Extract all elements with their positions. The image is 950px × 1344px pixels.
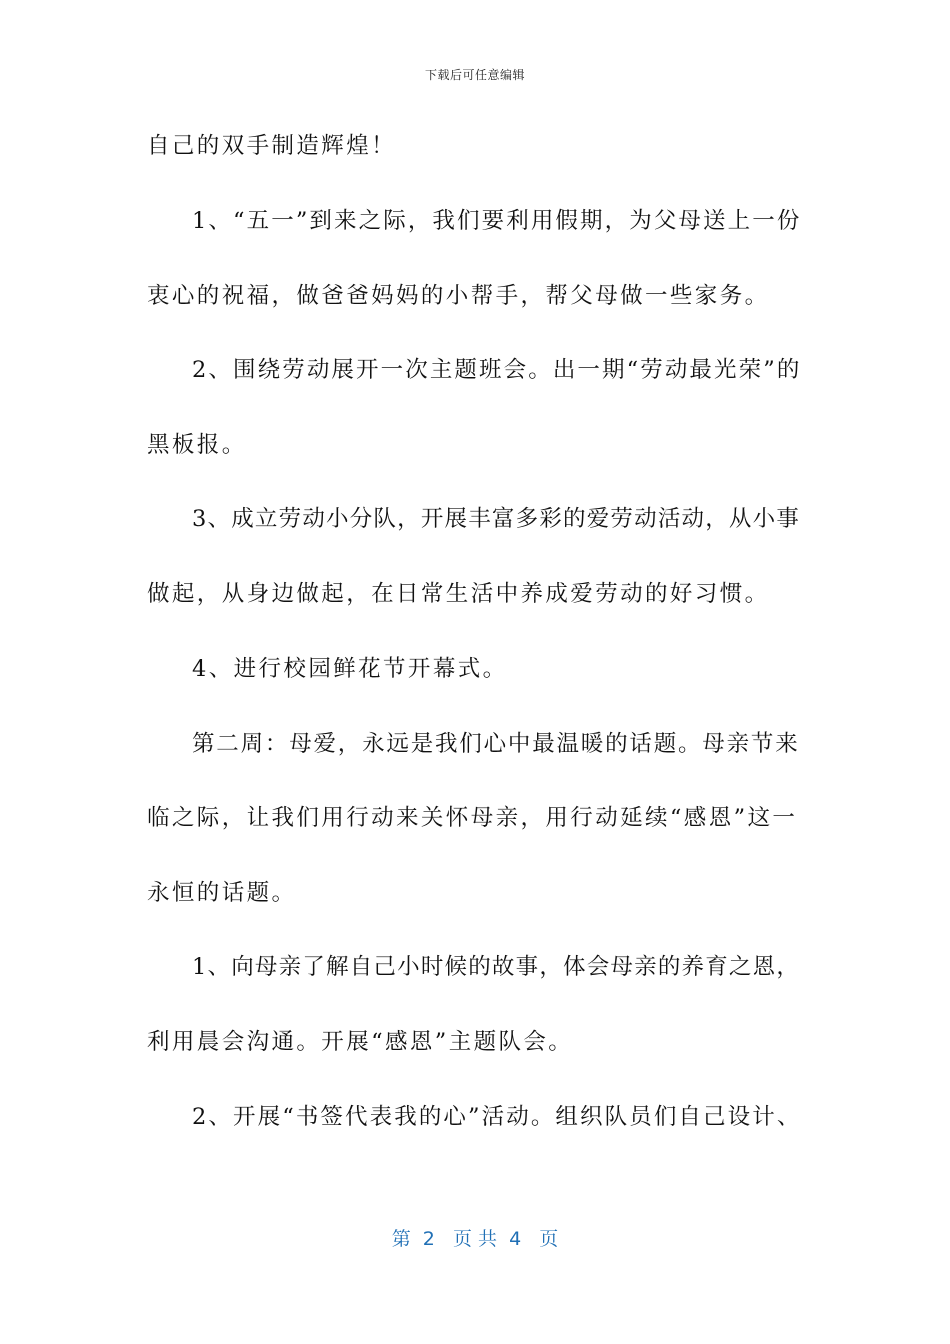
body-line: 2、开展“书签代表我的心”活动。组织队员们自己设计、 [192, 1104, 802, 1130]
body-line: 临之际，让我们用行动来关怀母亲，用行动延续“感恩”这一 [147, 805, 798, 831]
body-line: 1、向母亲了解自己小时候的故事，体会母亲的养育之恩， [192, 954, 801, 980]
body-line: 4、进行校园鲜花节开幕式。 [192, 656, 508, 682]
body-line: 第二周：母爱，永远是我们心中最温暖的话题。母亲节来 [192, 731, 800, 757]
body-line: 3、成立劳动小分队，开展丰富多彩的爱劳动活动，从小事 [192, 506, 801, 532]
body-line: 永恒的话题。 [147, 880, 297, 906]
body-line: 1、“五一”到来之际，我们要利用假期，为父母送上一份 [192, 208, 802, 234]
body-line: 自己的双手制造辉煌！ [147, 133, 397, 159]
body-line: 利用晨会沟通。开展“感恩”主题队会。 [147, 1029, 574, 1055]
body-line: 做起，从身边做起，在日常生活中养成爱劳动的好习惯。 [147, 581, 770, 607]
body-line: 黑板报。 [147, 432, 247, 458]
page-header: 下载后可任意编辑 [424, 68, 525, 82]
body-line: 2、围绕劳动展开一次主题班会。出一期“劳动最光荣”的 [192, 357, 802, 383]
body-line: 衷心的祝福，做爸爸妈妈的小帮手，帮父母做一些家务。 [147, 283, 770, 309]
page-number-footer: 第 2 页 共 4 页 [391, 1228, 559, 1250]
